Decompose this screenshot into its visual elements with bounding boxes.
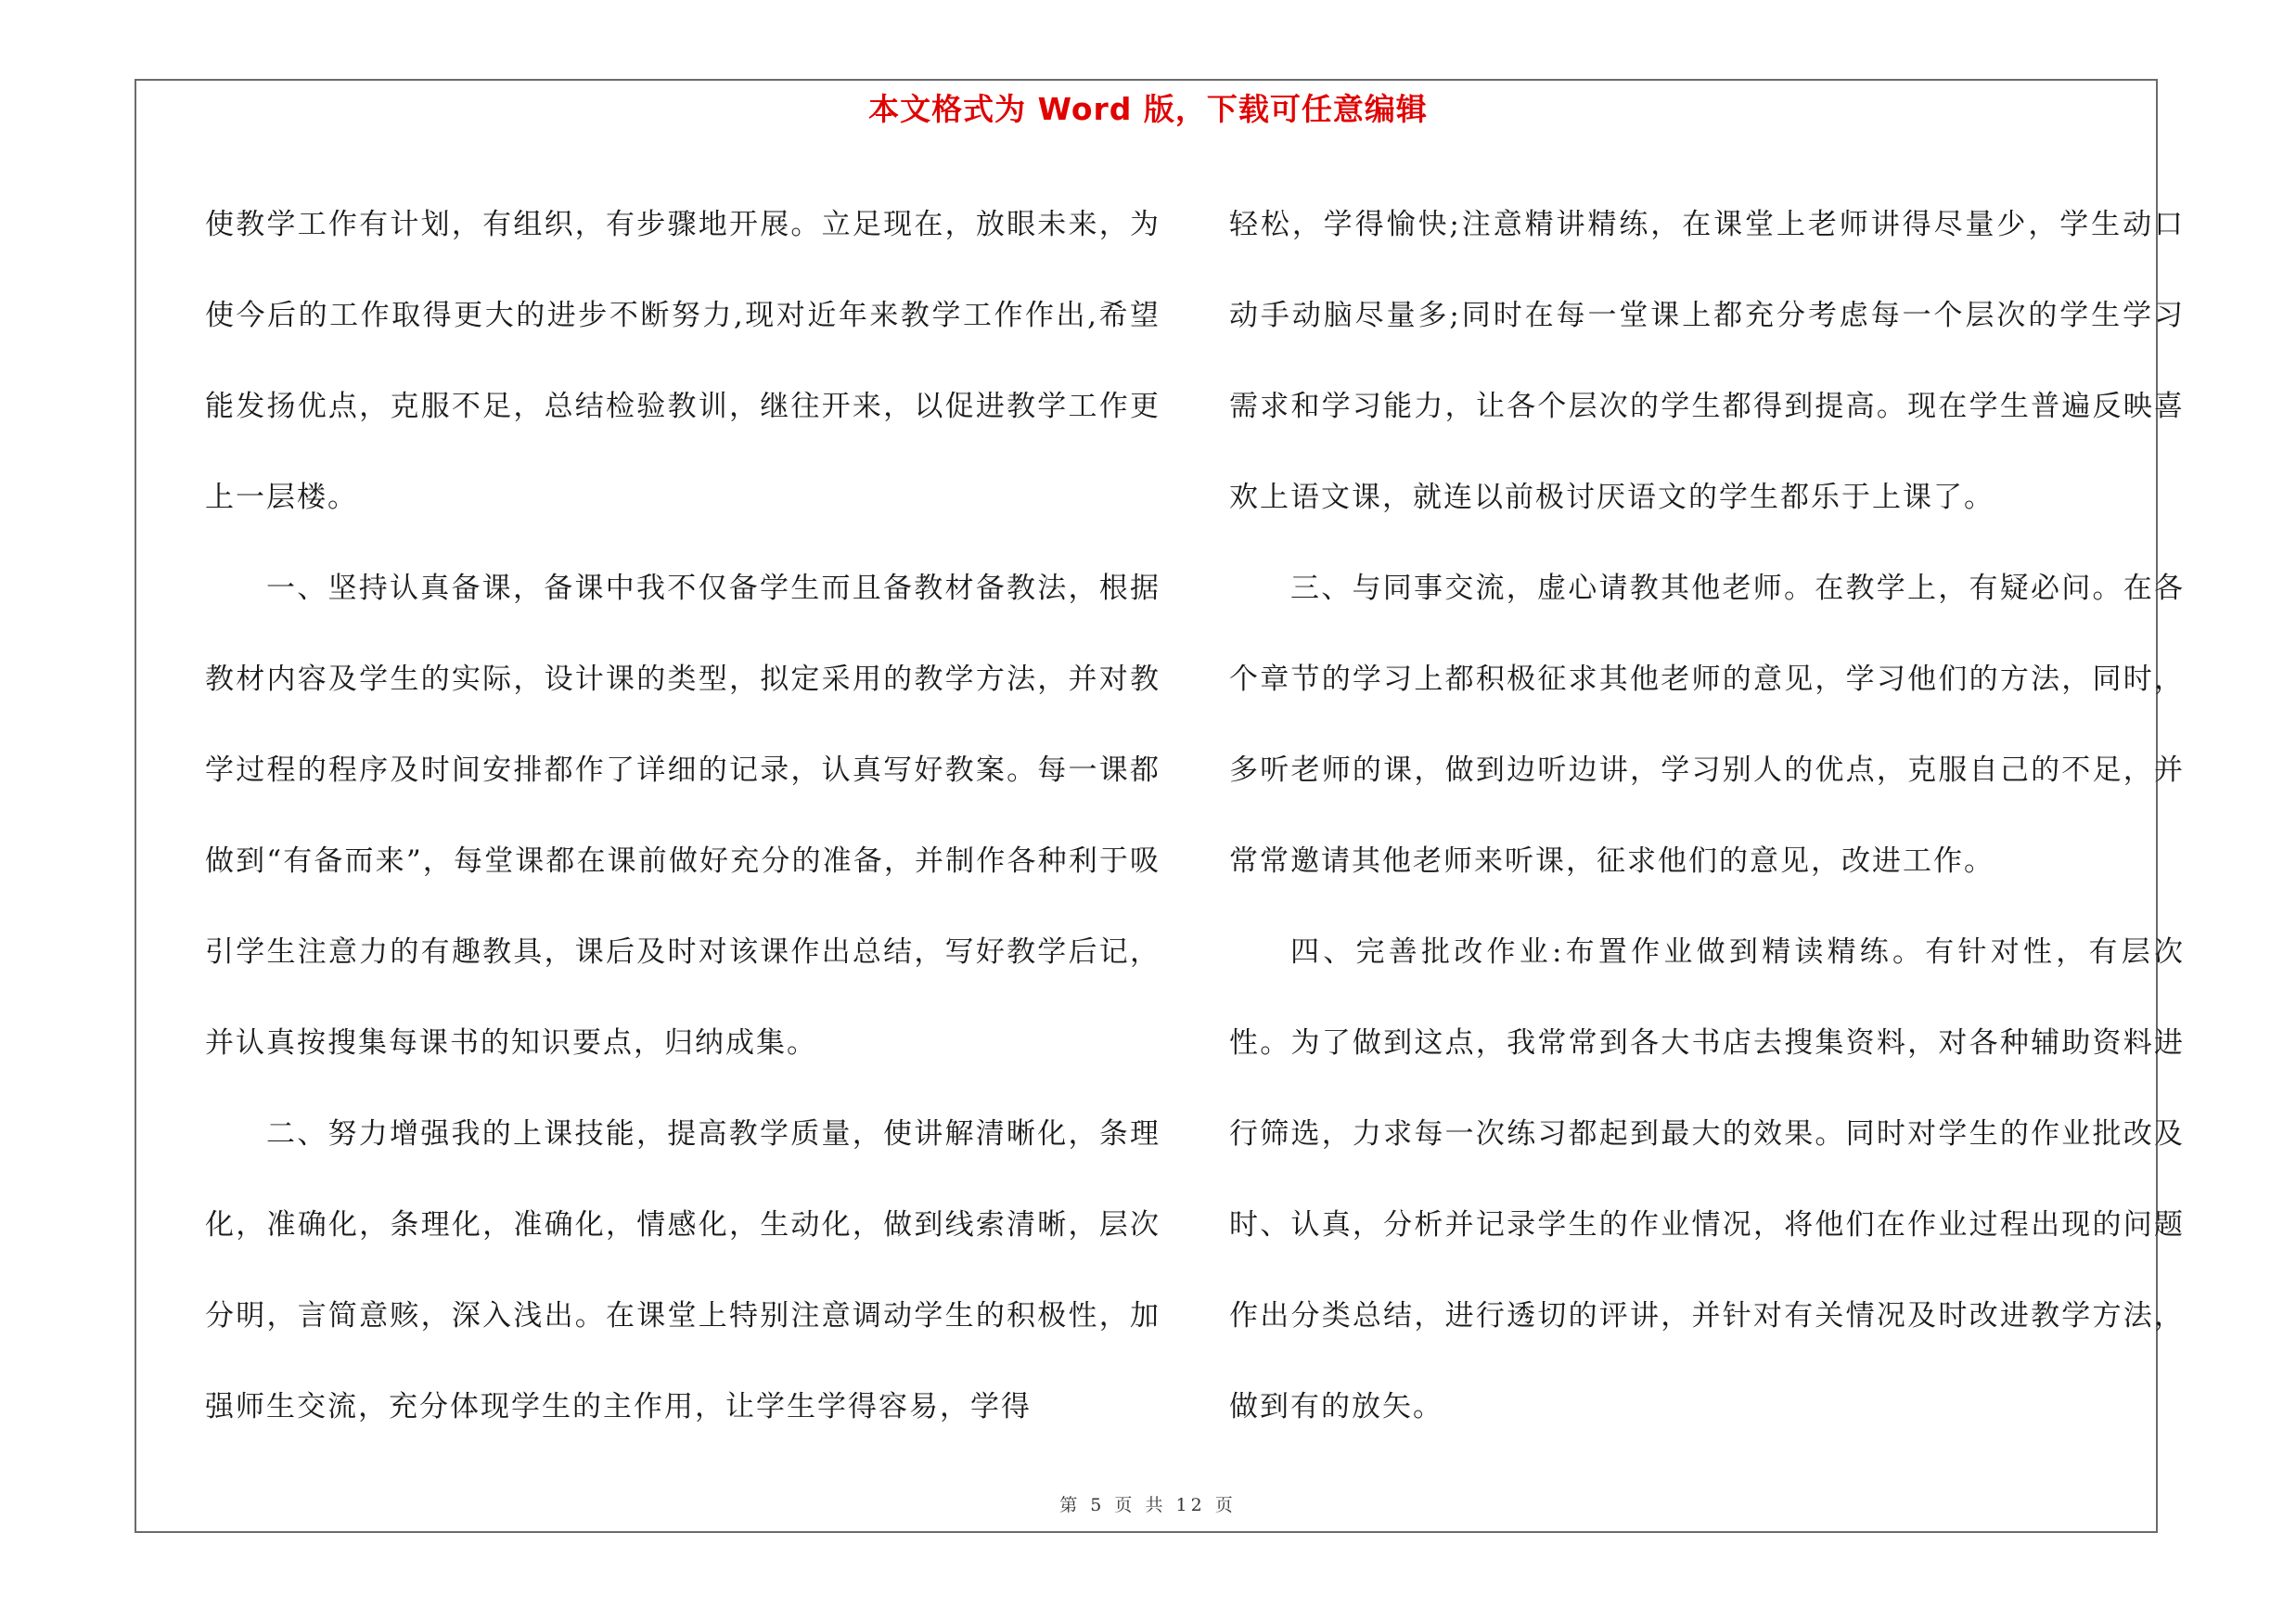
page-number: 第 5 页 共 12 页 [1059, 1495, 1237, 1515]
paragraph-section-1: 一、坚持认真备课，备课中我不仅备学生而且备教材备教法，根据教材内容及学生的实际，设计课的类型，拟定采用的教学方法，并对教学过程的程序及时间安排都作了详细的记录，认真写好教案。每一课都做到“有备而来”，每堂课都在课前做好充分的准备，并制作各种利于吸引学生注意力的有趣教具，课后及时对该课作出总结，写好教学后记，并认真按搜集每课书的知识要点，归纳成集。 [205, 572, 1161, 1060]
word-format-banner: 本文格式为 Word 版，下载可任意编辑 [868, 91, 1428, 127]
left-column [205, 179, 1161, 1452]
right-column [1229, 179, 2185, 1452]
paragraph-section-2-continued: 轻松，学得愉快;注意精讲精练，在课堂上老师讲得尽量少，学生动口动手动脑尽量多;同时在每一堂课上都充分考虑每一个层次的学生学习需求和学习能力，让各个层次的学生都得到提高。现在学生普遍反映喜欢上语文课，就连以前极讨厌语文的学生都乐于上课了。 [1229, 208, 2185, 514]
paragraph-intro: 使教学工作有计划，有组织，有步骤地开展。立足现在，放眼未来，为使今后的工作取得更大的进步不断努力,现对近年来教学工作作出,希望能发扬优点，克服不足，总结检验教训，继往开来，以促进教学工作更上一层楼。 [205, 208, 1161, 514]
paragraph-section-4: 四、完善批改作业:布置作业做到精读精练。有针对性，有层次性。为了做到这点，我常常到各大书店去搜集资料，对各种辅助资料进行筛选，力求每一次练习都起到最大的效果。同时对学生的作业批改及时、认真，分析并记录学生的作业情况，将他们在作业过程出现的问题作出分类总结，进行透切的评讲，并针对有关情况及时改进教学方法，做到有的放矢。 [1229, 935, 2185, 1423]
paragraph-section-2: 二、努力增强我的上课技能，提高教学质量，使讲解清晰化，条理化，准确化，条理化，准确化，情感化，生动化，做到线索清晰，层次分明，言简意赅，深入浅出。在课堂上特别注意调动学生的积极性，加强师生交流，充分体现学生的主作用，让学生学得容易，学得 [205, 1117, 1161, 1423]
paragraph-section-3: 三、与同事交流，虚心请教其他老师。在教学上，有疑必问。在各个章节的学习上都积极征求其他老师的意见，学习他们的方法，同时，多听老师的课，做到边听边讲，学习别人的优点，克服自己的不足，并常常邀请其他老师来听课，征求他们的意见，改进工作。 [1229, 572, 2185, 878]
